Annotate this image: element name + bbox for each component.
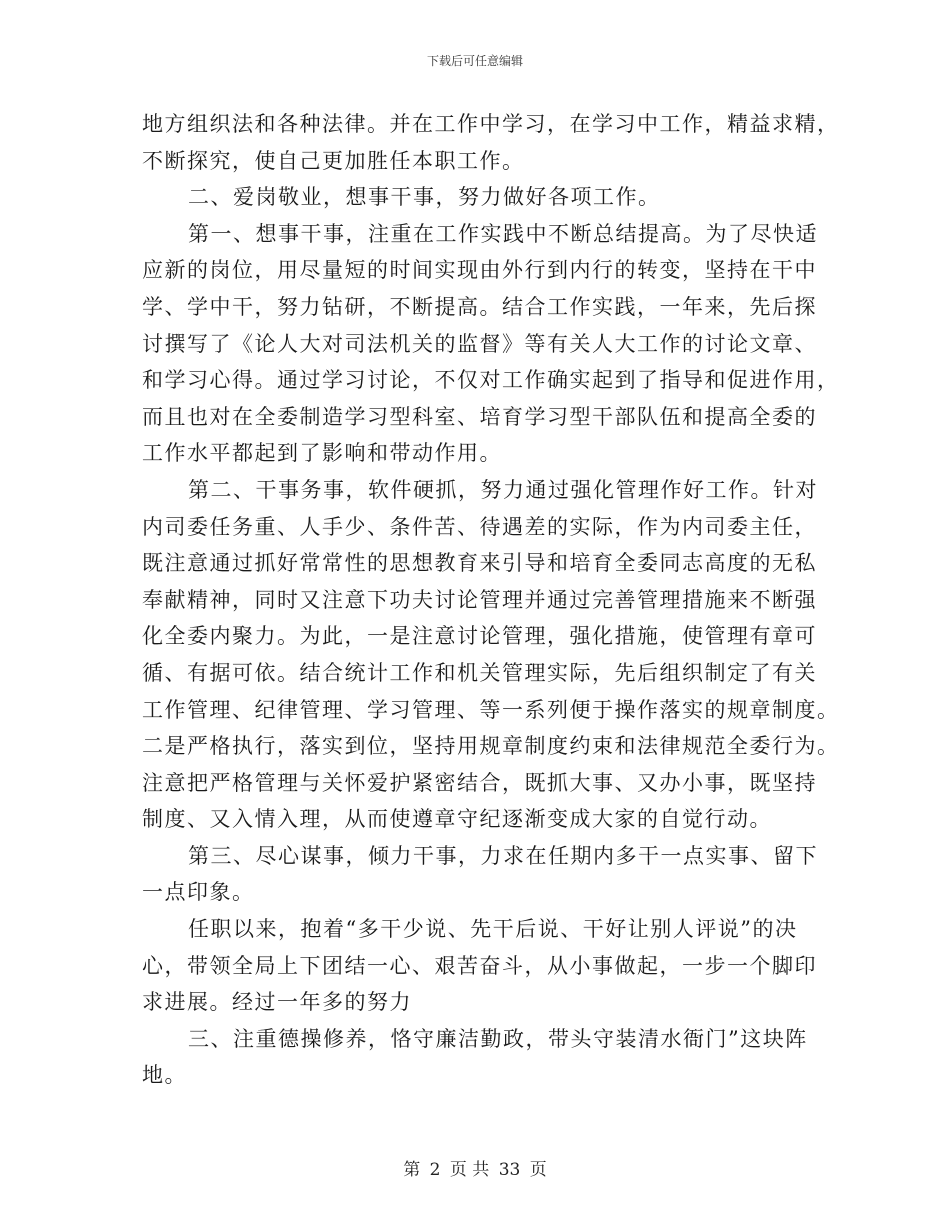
text-line: 和学习心得。通过学习讨论，不仅对工作确实起到了指导和促进作用， [142,368,840,393]
text-line: 既注意通过抓好常常性的思想教育来引导和培育全委同志高度的无私 [142,551,817,576]
text-line: 循、有据可依。结合统计工作和机关管理实际，先后组织制定了有关 [142,660,817,685]
section-heading: 二、爱岗敬业，想事干事，努力做好各项工作。 [188,185,661,210]
text-line: 任职以来，抱着“多干少说、先干后说、干好让别人评说”的决 [188,917,798,942]
text-line: 二是严格执行，落实到位，坚持用规章制度约束和法律规范全委行为。 [142,734,840,759]
footer-label-mid: 页 共 [449,1160,490,1180]
text-line: 工作管理、纪律管理、学习管理、等一系列便于操作落实的规章制度。 [142,697,840,722]
text-line: 第三、尽心谋事，倾力干事，力求在任期内多干一点实事、留下 [188,843,818,868]
text-line: 讨撰写了《论人大对司法机关的监督》等有关人大工作的讨论文章、 [142,331,817,356]
total-pages-number: 33 [498,1160,521,1180]
text-line: 地方组织法和各种法律。并在工作中学习，在学习中工作，精益求精， [142,112,840,136]
footer-label-prefix: 第 [403,1160,421,1180]
text-line: 不断探究，使自己更加胜任本职工作。 [142,148,525,173]
text-line: 化全委内聚力。为此，一是注意讨论管理，强化措施，使管理有章可 [142,624,817,649]
text-line: 心，带领全局上下团结一心、艰苦奋斗，从小事做起，一步一个脚印 [142,953,817,978]
text-line: 而且也对在全委制造学习型科室、培育学习型干部队伍和提高全委的 [142,404,817,429]
page-footer [0,1155,950,1180]
text-line: 内司委任务重、人手少、条件苦、待遇差的实际，作为内司委主任， [142,514,817,539]
text-line: 学、学中干，努力钻研，不断提高。结合工作实践，一年来，先后探 [142,294,817,319]
footer-label-suffix: 页 [529,1160,547,1180]
text-line: 制度、又入情入理，从而使遵章守纪逐渐变成大家的自觉行动。 [142,807,772,832]
text-line: 工作水平都起到了影响和带动作用。 [142,441,502,466]
current-page-number: 2 [429,1160,441,1180]
text-line: 注意把严格管理与关怀爱护紧密结合，既抓大事、又办小事，既坚持 [142,770,817,795]
document-body [142,106,840,1094]
text-line: 第一、想事干事，注重在工作实践中不断总结提高。为了尽快适 [188,221,818,246]
text-line: 地。 [142,1063,187,1088]
page-header: 下载后可任意编辑 [426,54,523,68]
text-line: 应新的岗位，用尽量短的时间实现由外行到内行的转变，坚持在干中 [142,258,817,283]
text-line: 奉献精神，同时又注意下功夫讨论管理并通过完善管理措施来不断强 [142,587,817,612]
text-line: 一点印象。 [142,880,255,905]
section-heading: 三、注重德操修养，恪守廉洁勤政，带头守装清水衙门”这块阵 [188,1026,808,1051]
text-line: 第二、干事务事，软件硬抓，努力通过强化管理作好工作。针对 [188,477,818,502]
text-line: 求进展。经过一年多的努力 [142,990,412,1015]
